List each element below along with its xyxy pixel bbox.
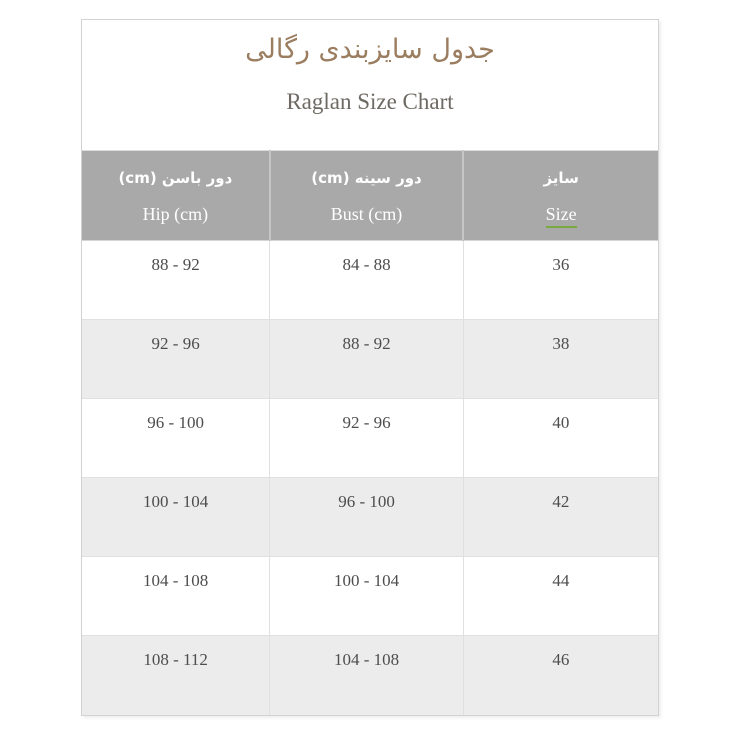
page-title-farsi: جدول سایزبندی رگالی	[245, 34, 495, 65]
table-row	[82, 636, 658, 715]
size-cell: 36	[463, 241, 658, 320]
size-cell: 44	[463, 557, 658, 636]
bust-cell: 96 - 100	[270, 478, 464, 557]
size-header-link[interactable]: Size	[546, 203, 577, 228]
table-row	[82, 478, 658, 557]
table-row	[82, 557, 658, 636]
hip-cell: 88 - 92	[82, 241, 270, 320]
bust-cell: 92 - 96	[270, 399, 464, 478]
size-cell: 40	[463, 399, 658, 478]
hip-header-farsi-label: دور باسن (cm)	[118, 169, 233, 187]
table-row	[82, 241, 658, 320]
size-chart-table	[82, 150, 658, 715]
bust-header-english-label: Bust (cm)	[330, 204, 403, 224]
hip-cell: 104 - 108	[82, 557, 270, 636]
size-cell: 38	[463, 320, 658, 399]
page-title-english: Raglan Size Chart	[286, 89, 454, 114]
bust-cell: 88 - 92	[270, 320, 464, 399]
table-row	[82, 320, 658, 399]
table-row	[82, 399, 658, 478]
hip-header-english-label: Hip (cm)	[142, 204, 209, 224]
title-area	[82, 20, 658, 150]
hip-cell: 92 - 96	[82, 320, 270, 399]
bust-cell: 84 - 88	[270, 241, 464, 320]
column-header-hip	[82, 151, 270, 241]
column-header-bust	[270, 151, 464, 241]
bust-cell: 104 - 108	[270, 636, 464, 715]
size-cell: 46	[463, 636, 658, 715]
size-cell: 42	[463, 478, 658, 557]
size-header-farsi-label: سایز	[543, 169, 579, 187]
hip-cell: 108 - 112	[82, 636, 270, 715]
bust-cell: 100 - 104	[270, 557, 464, 636]
table-header-row	[82, 151, 658, 241]
column-header-size	[463, 151, 658, 241]
bust-header-farsi-label: دور سینه (cm)	[311, 169, 422, 187]
hip-cell: 100 - 104	[82, 478, 270, 557]
size-chart-card	[81, 19, 659, 716]
hip-cell: 96 - 100	[82, 399, 270, 478]
